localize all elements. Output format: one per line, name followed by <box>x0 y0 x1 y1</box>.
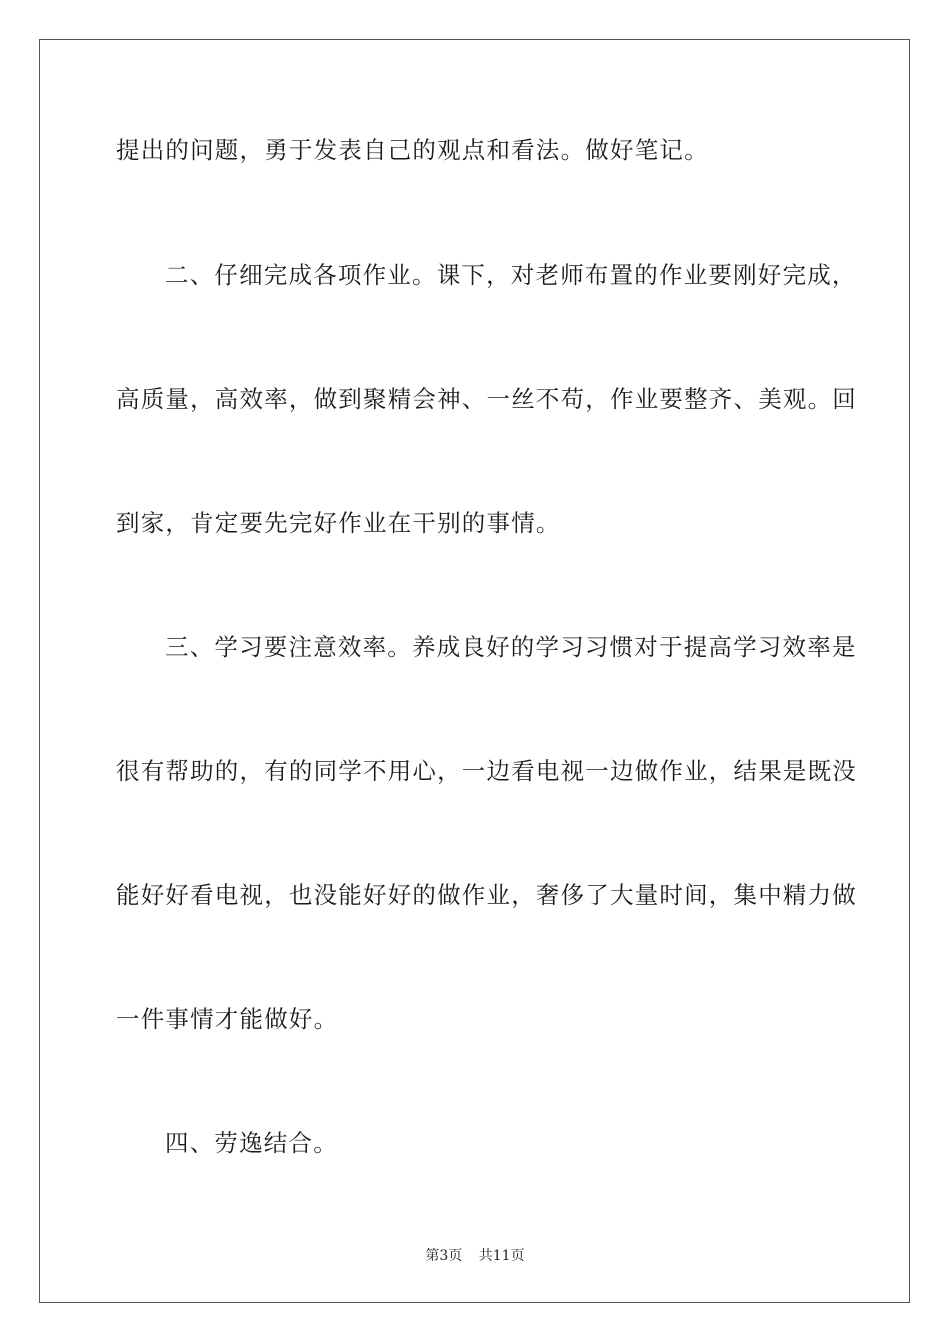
paragraph-line: 四、劳逸结合。 <box>165 1129 338 1157</box>
paragraph-line: 高质量，高效率，做到聚精会神、一丝不苟，作业要整齐、美观。回 <box>116 385 857 413</box>
paragraph-line: 到家，肯定要先完好作业在干别的事情。 <box>116 509 561 537</box>
paragraph-line: 很有帮助的，有的同学不用心，一边看电视一边做作业，结果是既没 <box>116 757 857 785</box>
paragraph-line: 一件事情才能做好。 <box>116 1005 339 1033</box>
paragraph-line: 三、学习要注意效率。养成良好的学习习惯对于提高学习效率是 <box>165 633 857 661</box>
page-frame <box>39 39 910 1303</box>
current-page-number: 第3页 <box>425 1248 463 1264</box>
paragraph-line: 能好好看电视，也没能好好的做作业，奢侈了大量时间，集中精力做 <box>116 881 857 909</box>
paragraph-line: 提出的问题，勇于发表自己的观点和看法。做好笔记。 <box>116 136 709 164</box>
paragraph-line: 二、仔细完成各项作业。课下，对老师布置的作业要刚好完成， <box>165 261 857 289</box>
page-footer <box>0 1247 950 1265</box>
total-pages: 共11页 <box>478 1248 525 1264</box>
